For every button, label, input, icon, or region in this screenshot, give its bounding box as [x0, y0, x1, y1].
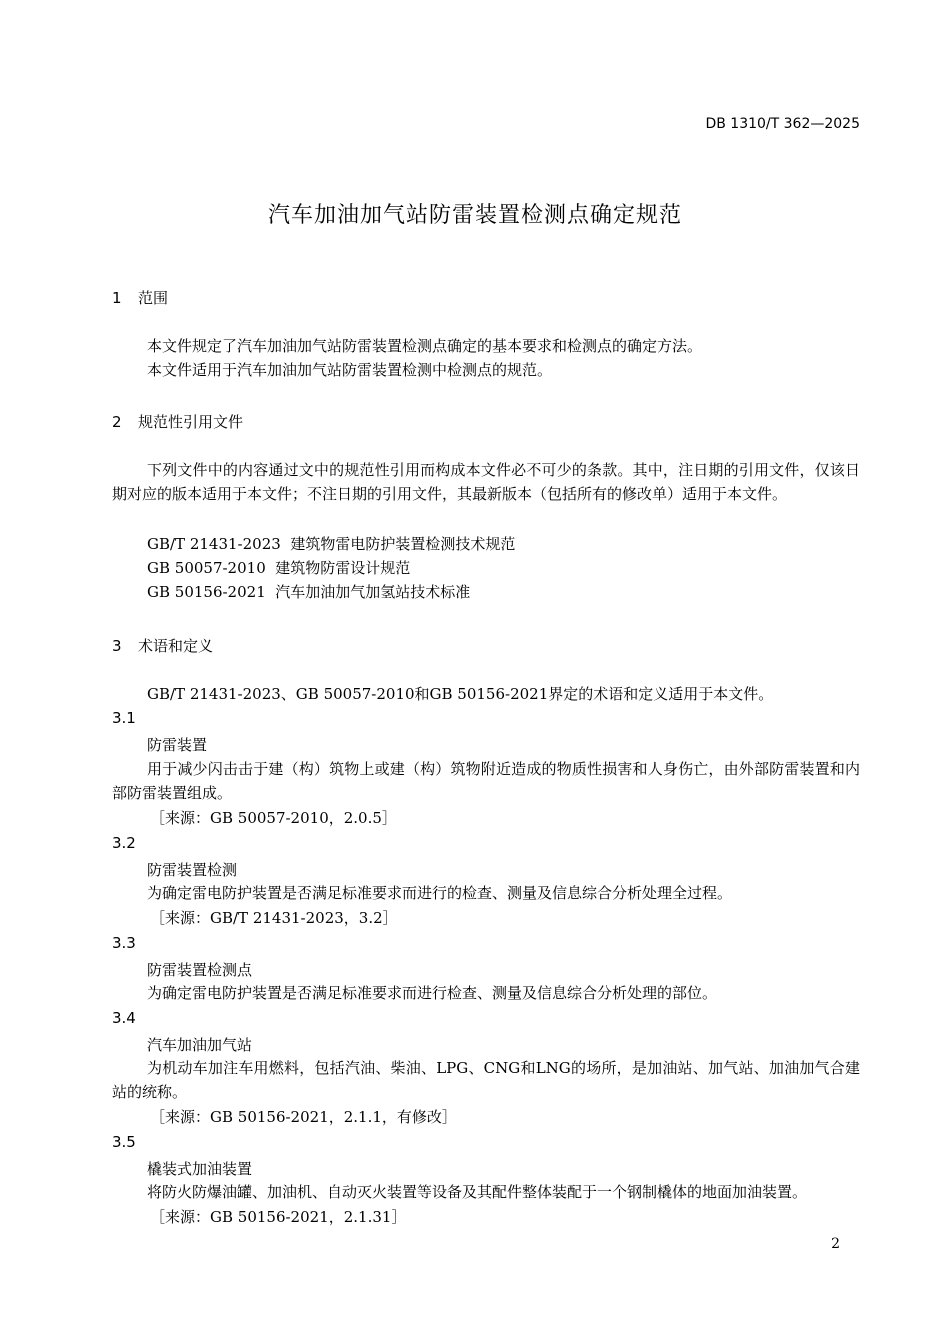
reference-item [147, 580, 470, 604]
term-number: 3.4 [112, 1009, 136, 1027]
term-number: 3.5 [112, 1133, 136, 1151]
term-number: 3.1 [112, 709, 136, 727]
reference-title: 建筑物防雷设计规范 [275, 559, 411, 577]
term-name: 汽车加油加气站 [147, 1036, 253, 1054]
term-name: 防雷装置检测点 [147, 961, 253, 979]
section-heading-normative-references [112, 411, 243, 432]
section-title: 范围 [138, 289, 169, 307]
section-heading-terms [112, 635, 213, 656]
term-definition: 为确定雷电防护装置是否满足标准要求而进行检查、测量及信息综合分析处理的部位。 [147, 984, 718, 1002]
paragraph: 下列文件中的内容通过文中的规范性引用而构成本文件必不可少的条款。其中，注日期的引用文件，仅该日期对应的版本适用于本文件；不注日期的引用文件，其最新版本（包括所有的修改单）适用于本文件。 [112, 461, 860, 503]
document-code: DB 1310/T 362—2025 [705, 116, 860, 132]
term-source: ［来源：GB 50156-2021，2.1.31］ [150, 1208, 407, 1226]
term-name: 防雷装置 [147, 736, 208, 754]
term-number: 3.3 [112, 934, 136, 952]
reference-title: 建筑物雷电防护装置检测技术规范 [290, 535, 516, 553]
term-source: ［来源：GB 50156-2021，2.1.1，有修改］ [150, 1108, 457, 1126]
reference-item [147, 532, 515, 556]
term-definition: 用于减少闪击击于建（构）筑物上或建（构）筑物附近造成的物质性损害和人身伤亡，由外部防雷装置和内部防雷装置组成。 [112, 760, 860, 802]
term-name: 橇装式加油装置 [147, 1160, 253, 1178]
section-heading-scope [112, 287, 168, 308]
reference-code: GB 50156-2021 [147, 583, 266, 601]
section-number: 1 [112, 289, 122, 307]
term-name: 防雷装置检测 [147, 861, 238, 879]
term-source: ［来源：GB 50057-2010，2.0.5］ [150, 809, 397, 827]
term-definition: 将防火防爆油罐、加油机、自动灭火装置等设备及其配件整体装配于一个钢制橇体的地面加油装置。 [147, 1183, 808, 1201]
paragraph: 本文件规定了汽车加油加气站防雷装置检测点确定的基本要求和检测点的确定方法。 [147, 337, 703, 355]
paragraph: 本文件适用于汽车加油加气站防雷装置检测中检测点的规范。 [147, 361, 553, 379]
term-number: 3.2 [112, 834, 136, 852]
document-title: 汽车加油加气站防雷装置检测点确定规范 [267, 203, 682, 228]
reference-title: 汽车加油加气加氢站技术标准 [275, 583, 471, 601]
term-definition: 为确定雷电防护装置是否满足标准要求而进行的检查、测量及信息综合分析处理全过程。 [147, 884, 733, 902]
section-number: 2 [112, 413, 122, 431]
term-source: ［来源：GB/T 21431-2023，3.2］ [150, 909, 398, 927]
paragraph: GB/T 21431-2023、GB 50057-2010和GB 50156-2021界定的术语和定义适用于本文件。 [147, 685, 774, 703]
page-number: 2 [831, 1236, 840, 1252]
reference-item [147, 556, 410, 580]
section-title: 规范性引用文件 [138, 413, 244, 431]
term-definition: 为机动车加注车用燃料，包括汽油、柴油、LPG、CNG和LNG的场所，是加油站、加气站、加油加气合建站的统称。 [112, 1059, 860, 1101]
reference-code: GB 50057-2010 [147, 559, 266, 577]
section-title: 术语和定义 [138, 637, 214, 655]
section-number: 3 [112, 637, 122, 655]
reference-code: GB/T 21431-2023 [147, 535, 281, 553]
